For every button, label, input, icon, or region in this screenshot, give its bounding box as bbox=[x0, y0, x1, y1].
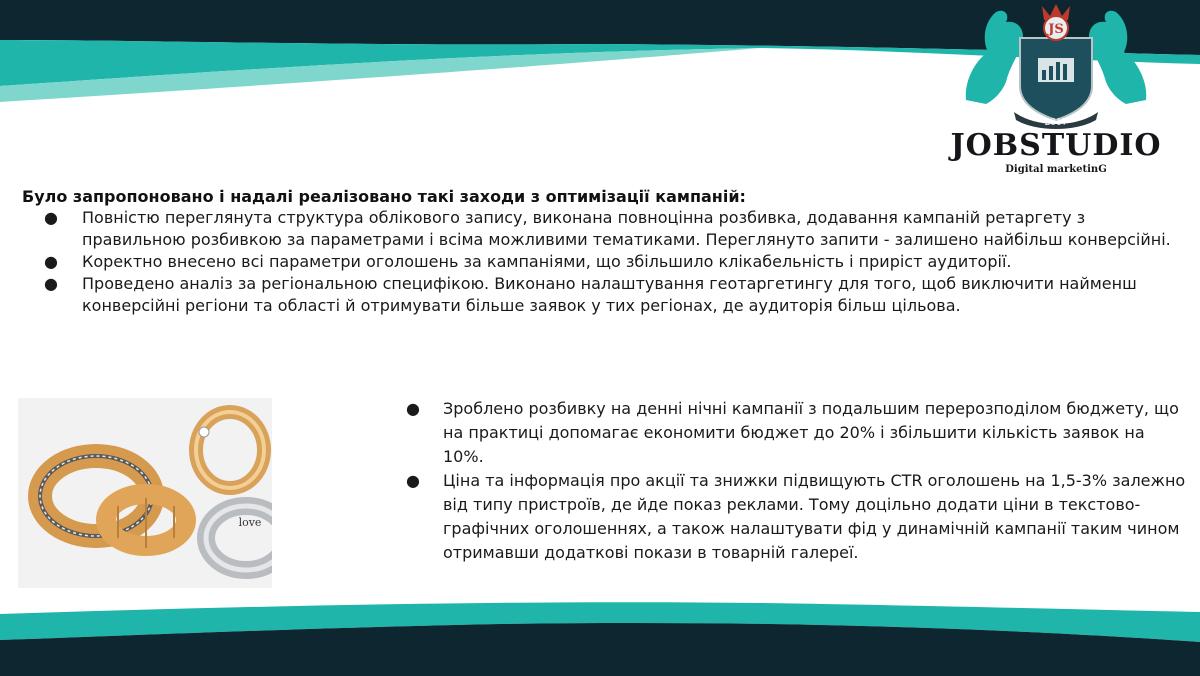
list-item-text: Проведено аналіз за регіональною специфікою. Виконано налаштування геотаргетингу для того, щоб виключити найменш конверсійні регіони та області й отримувати більше заявок у тих регіонах, де аудиторія більш цільова. bbox=[82, 274, 1137, 315]
list-item bbox=[400, 397, 1190, 469]
logo-year: 2017 bbox=[1044, 118, 1068, 128]
list-item-text: Ціна та інформація про акції та знижки підвищують CTR оголошень на 1,5-3% залежно від типу пристроїв, де йде показ реклами. Тому доцільно додати ціни в текстово-графічних оголошеннях, а також налаштувати фід у динамічній кампанії таким чином отримавши додаткові покази в товарній галереї. bbox=[443, 471, 1186, 562]
bullet-icon: ● bbox=[406, 399, 420, 418]
optimization-list bbox=[0, 207, 1190, 317]
bullet-icon: ● bbox=[44, 208, 58, 227]
list-item bbox=[0, 207, 1190, 251]
bullet-icon: ● bbox=[44, 252, 58, 271]
logo-title: JOBSTUDIO bbox=[950, 128, 1162, 163]
logo-crest-icon bbox=[946, 0, 1166, 130]
list-item bbox=[0, 251, 1190, 273]
budget-list bbox=[400, 397, 1190, 565]
logo-monogram: JS bbox=[1048, 22, 1064, 37]
right-horse-icon bbox=[1089, 11, 1146, 104]
bullet-icon: ● bbox=[406, 471, 420, 490]
jobstudio-logo bbox=[946, 0, 1166, 182]
list-item-text: Повністю переглянута структура облікового запису, виконана повноцінна розбивка, додавання кампаній ретаргету з правильною розбивкою за параметрами і всіма можливими тематиками. Переглянуто запити - залишено найбільш конверсійні. bbox=[82, 208, 1171, 249]
ring-engraving: love bbox=[238, 516, 262, 529]
wedding-rings-image bbox=[18, 398, 272, 588]
list-item bbox=[0, 273, 1190, 317]
list-item-text: Зроблено розбивку на денні нічні кампанії з подальшим перерозподілом бюджету, що на практиці допомагає економити бюджет до 20% і збільшити кількість заявок на 10%. bbox=[443, 399, 1179, 466]
section-heading: Було запропоновано і надалі реалізовано такі заходи з оптимізації кампаній: bbox=[22, 187, 746, 206]
list-item bbox=[400, 469, 1190, 565]
list-item-text: Коректно внесено всі параметри оголошень за кампаніями, що збільшило клікабельність і приріст аудиторії. bbox=[82, 252, 1012, 271]
logo-subtitle: Digital marketinG bbox=[1005, 164, 1107, 175]
left-horse-icon bbox=[966, 11, 1023, 104]
bullet-icon: ● bbox=[44, 274, 58, 293]
